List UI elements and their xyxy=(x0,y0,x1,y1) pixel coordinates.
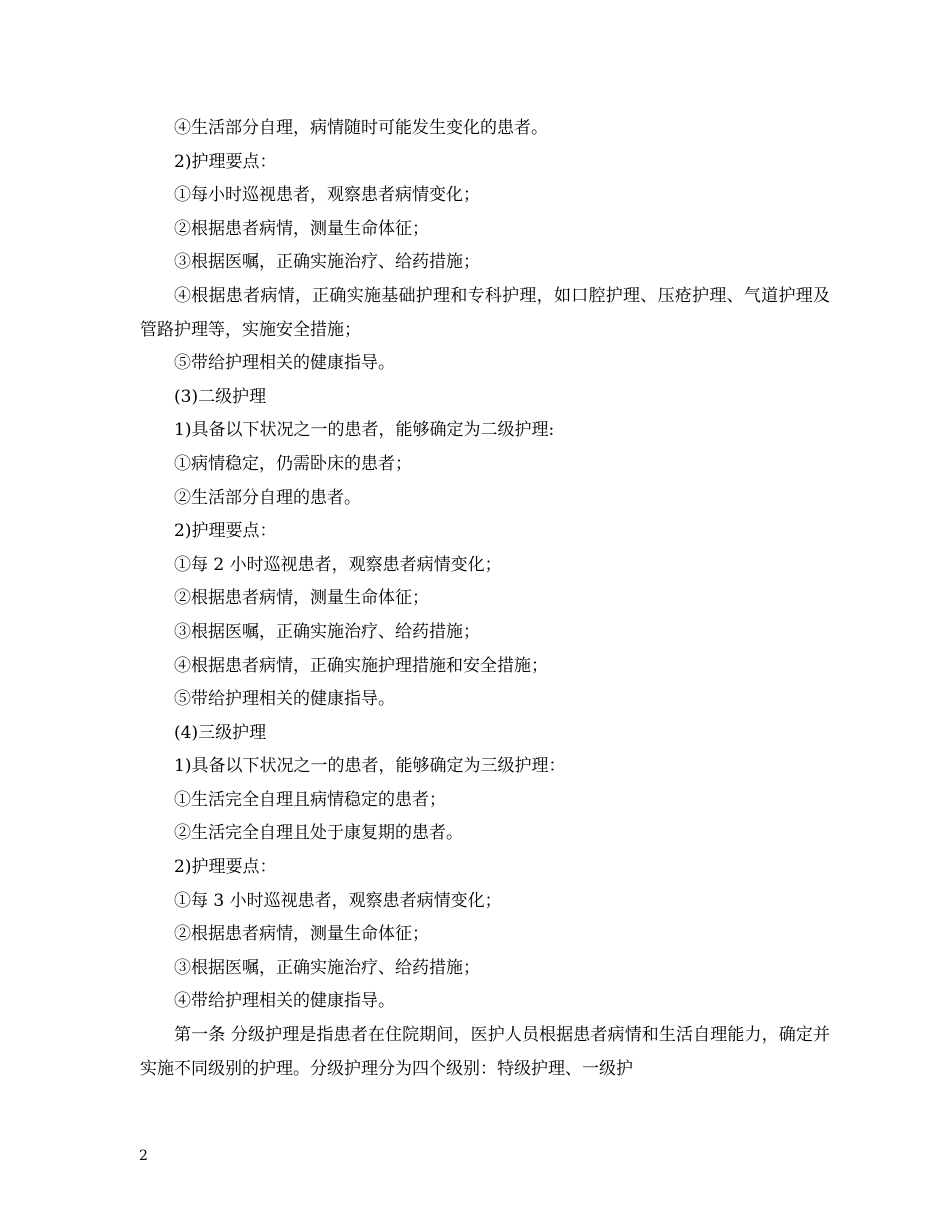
paragraph: 2)护理要点： xyxy=(174,857,277,878)
paragraph: ②根据患者病情，测量生命体征； xyxy=(174,924,429,945)
paragraph: ③根据医嘱，正确实施治疗、给药措施； xyxy=(174,252,480,273)
document-body xyxy=(140,112,830,1086)
paragraph: ②生活部分自理的患者。 xyxy=(174,487,361,508)
paragraph: 1)具备以下状况之一的患者，能够确定为二级护理: xyxy=(174,420,555,441)
paragraph: ④生活部分自理，病情随时可能发生变化的患者。 xyxy=(174,118,548,138)
paragraph: ①生活完全自理且病情稳定的患者； xyxy=(174,789,446,810)
paragraph: (4)三级护理 xyxy=(174,722,267,743)
paragraph: ②根据患者病情，测量生命体征； xyxy=(174,588,429,609)
paragraph: ③根据医嘱，正确实施治疗、给药措施； xyxy=(174,621,480,642)
paragraph: ⑤带给护理相关的健康指导。 xyxy=(174,689,395,710)
paragraph: ①每 3 小时巡视患者，观察患者病情变化； xyxy=(174,890,502,911)
paragraph: 1)具备以下状况之一的患者，能够确定为三级护理： xyxy=(174,756,566,777)
paragraph: (3)二级护理 xyxy=(174,386,267,407)
paragraph: ④带给护理相关的健康指导。 xyxy=(174,991,395,1012)
page-number: 2 xyxy=(139,1148,148,1164)
paragraph: ③根据医嘱，正确实施治疗、给药措施； xyxy=(174,957,480,978)
paragraph: ④根据患者病情，正确实施基础护理和专科护理，如口腔护理、压疮护理、气道护理及管路护理等，实施安全措施； xyxy=(140,285,830,340)
paragraph: ②生活完全自理且处于康复期的患者。 xyxy=(174,823,463,844)
paragraph: 第一条 分级护理是指患者在住院期间，医护人员根据患者病情和生活自理能力，确定并实施不同级别的护理。分级护理分为四个级别：特级护理、一级护 xyxy=(140,1025,830,1079)
paragraph: ⑤带给护理相关的健康指导。 xyxy=(174,353,395,374)
paragraph: 2)护理要点： xyxy=(174,521,277,542)
paragraph: ②根据患者病情，测量生命体征； xyxy=(174,218,429,239)
paragraph: ④根据患者病情，正确实施护理措施和安全措施； xyxy=(174,655,548,676)
paragraph: ①病情稳定，仍需卧床的患者； xyxy=(174,453,412,474)
paragraph: ①每 2 小时巡视患者，观察患者病情变化； xyxy=(174,554,502,575)
paragraph: 2)护理要点： xyxy=(174,151,277,172)
paragraph: ①每小时巡视患者，观察患者病情变化； xyxy=(174,185,480,206)
